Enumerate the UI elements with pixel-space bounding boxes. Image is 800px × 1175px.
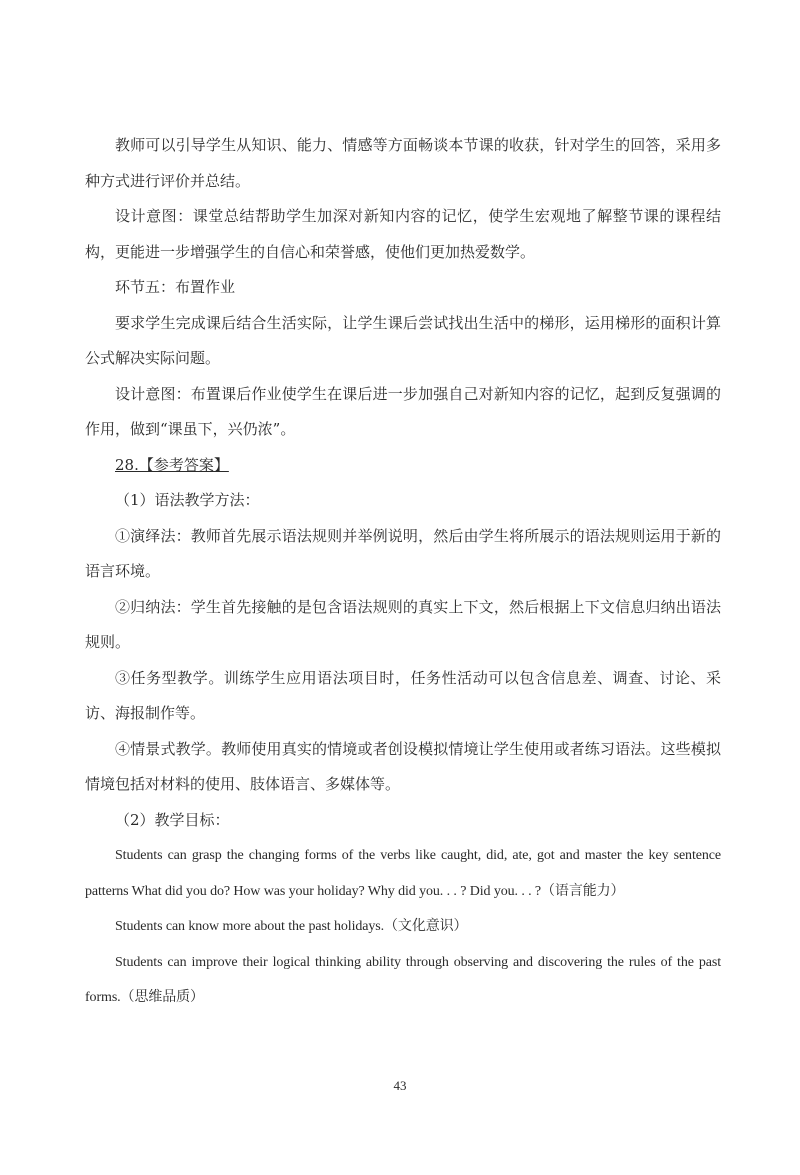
paragraph-homework: 要求学生完成课后结合生活实际，让学生课后尝试找出生活中的梯形，运用梯形的面积计算公式解决实际问题。 (85, 313, 721, 367)
answer-heading (85, 448, 721, 484)
method-task-based: ③任务型教学。训练学生应用语法项目时，任务性活动可以包含信息差、调查、讨论、采访、海报制作等。 (85, 668, 721, 722)
page-content (85, 128, 721, 1016)
section-heading-homework: 环节五：布置作业 (115, 278, 236, 296)
paragraph-summary: 教师可以引导学生从知识、能力、情感等方面畅谈本节课的收获，针对学生的回答，采用多种方式进行评价并总结。 (85, 136, 721, 190)
objective-culture: Students can know more about the past holidays.（文化意识） (115, 919, 468, 934)
section-title-grammar-methods: （1）语法教学方法： (115, 491, 260, 509)
method-deductive: ①演绎法：教师首先展示语法规则并举例说明，然后由学生将所展示的语法规则运用于新的语言环境。 (85, 526, 721, 580)
paragraph-design-intent-1: 设计意图：课堂总结帮助学生加深对新知内容的记忆，使学生宏观地了解整节课的课程结构，更能进一步增强学生的自信心和荣誉感，使他们更加热爱数学。 (85, 207, 721, 261)
objective-thinking: Students can improve their logical thinking ability through observing and discovering the rules of the past forms.（思维品质） (85, 954, 721, 1005)
method-inductive: ②归纳法：学生首先接触的是包含语法规则的真实上下文，然后根据上下文信息归纳出语法规则。 (85, 597, 721, 651)
method-situational: ④情景式教学。教师使用真实的情境或者创设模拟情境让学生使用或者练习语法。这些模拟情境包括对材料的使用、肢体语言、多媒体等。 (85, 739, 721, 793)
answer-heading-text: 28.【参考答案】 (115, 455, 229, 474)
page-number: 43 (393, 1078, 407, 1093)
paragraph-design-intent-2: 设计意图：布置课后作业使学生在课后进一步加强自己对新知内容的记忆，起到反复强调的作用，做到“课虽下，兴仍浓”。 (85, 384, 721, 438)
section-title-objectives: （2）教学目标： (115, 810, 230, 829)
objective-language: Students can grasp the changing forms of the verbs like caught, did, ate, got and master the key sentence patterns What did you do? How was your holiday? Why did you. . . ? Did you. . . ?（语言能力） (85, 848, 721, 899)
